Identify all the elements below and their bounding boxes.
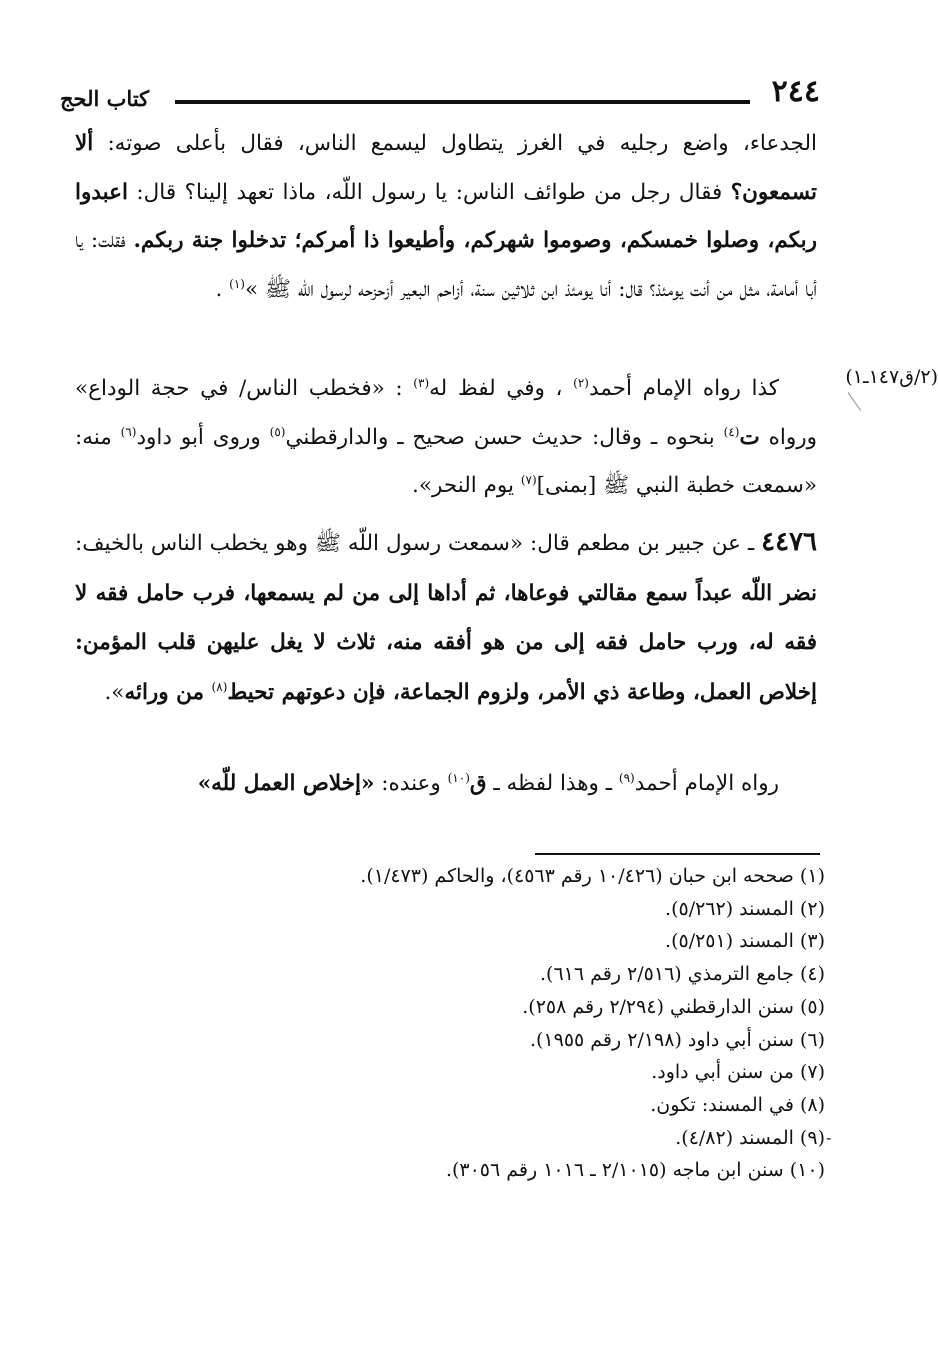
text-run: ، وفي لفظ له (429, 376, 574, 401)
text-run: ». (104, 679, 125, 705)
footnote-item: (٧) من سنن أبي داود. (651, 1061, 825, 1084)
paragraph-hadith-continuation (75, 120, 817, 314)
text-run: ـ عن جبير بن مطعم قال: «سمعت رسول اللّه ﷺ وهو يخطب الناس بالخيف: (75, 531, 762, 556)
hadith-number: ٤٤٧٦ (761, 527, 817, 557)
page-number: ٢٤٤ (771, 74, 820, 109)
text-run: فقال رجل من طوائف الناس: يا رسول اللّه، ماذا تعهد إلينا؟ قال: (127, 179, 731, 205)
header-rule (175, 100, 750, 104)
book-title: كتاب الحج (60, 86, 150, 111)
page-header (60, 70, 820, 110)
text-run: وروى أبو داود (136, 424, 270, 450)
text-run: بنحوه ـ وقال: حديث حسن صحيح ـ والدارقطني (285, 424, 724, 450)
bold-text-run: ت (739, 424, 760, 450)
bold-text-run: من ورائه (124, 679, 212, 705)
footnote-ref: (١) (229, 276, 245, 291)
bold-text-run: اعبدوا ربكم، وصلوا خمسكم، وصوموا شهركم، وأطيعوا ذا أمركم؛ تدخلوا جنة ربكم. (75, 179, 817, 253)
footnote-ref: (٦) (120, 424, 137, 439)
footnote-item: (٤) جامع الترمذي (٢/٥١٦ رقم ٦١٦). (539, 963, 825, 986)
bold-text-run: نضر اللّه عبداً سمع مقالتي فوعاها، ثم أداها إلى من لم يسمعها، فرب حامل فقه لا فقه له، ورب حامل فقه إلى من هو أفقه منه، ثلاث لا يغل عليهن قلب المؤمن: إخلاص العمل، وطاعة ذي الأمر، ولزوم الجماعة، فإن دعوتهم تحيط (75, 580, 817, 705)
footnote-ref: (٤) (723, 424, 740, 439)
paragraph-hadith-4476 (75, 518, 817, 717)
paragraph-takhrij-4476 (75, 760, 817, 809)
paragraph-takhrij (75, 365, 817, 511)
bold-text-run: ألا تسمعون؟ (75, 131, 817, 205)
text-run: ـ وهذا لفظه ـ (486, 771, 619, 796)
footnote-ref: (٩) (618, 770, 635, 785)
footnote-ref: (٢) (573, 375, 589, 390)
text-run: : «فخطب الناس/ في حجة الوداع» ورواه (75, 376, 817, 450)
text-run: . (215, 276, 230, 302)
margin-manuscript-note: (٢/ق١٤٧ـ١) (845, 366, 938, 388)
stray-dash-mark: - (826, 1128, 832, 1147)
margin-pen-mark (848, 392, 861, 411)
footnote-ref: (٧) (520, 472, 537, 487)
text-run: منه: «سمعت خطبة النبي ﷺ [بمنى] (75, 424, 817, 498)
footnote-separator (535, 853, 820, 855)
footnote-item: (٨) في المسند: تكون. (650, 1093, 825, 1116)
footnote-item: (٩) المسند (٤/٨٢). (675, 1126, 825, 1149)
footnote-ref: (١٠) (447, 770, 470, 785)
bold-text-run: ق (469, 771, 487, 796)
footnote-item: (١٠) سنن ابن ماجه (٢/١٠١٥ ـ ١٠١٦ رقم ٣٠٥٦). (445, 1159, 825, 1182)
text-run: الجدعاء، واضع رجليه في الغرز يتطاول ليسمع الناس، فقال بأعلى صوته: (93, 131, 817, 156)
footnote-ref: (٨) (211, 679, 228, 694)
text-run: يوم النحر». (412, 473, 521, 498)
footnote-ref: (٥) (269, 424, 286, 439)
text-run: رواه الإمام أحمد (634, 771, 779, 796)
text-run: فقلت: يا أبا أمامة، مثل من أنت يومئذ؟ قال: أنا يومئذ ابن ثلاثين سنة، أزاحم البعير أزحزحه لرسول اللّه ﷺ » (75, 228, 817, 302)
footnote-ref: (٣) (413, 375, 430, 390)
footnote-item: (٣) المسند (٥/٢٥١). (665, 930, 825, 953)
footnote-item: (٦) سنن أبي داود (٢/١٩٨ رقم ١٩٥٥). (529, 1028, 825, 1051)
text-run: وعنده: (374, 771, 448, 796)
footnote-item: (١) صححه ابن حبان (١٠/٤٢٦ رقم ٤٥٦٣)، والحاكم (١/٤٧٣). (360, 865, 825, 887)
bold-text-run: «إخلاص العمل للّه» (197, 771, 375, 796)
footnotes-list (100, 860, 825, 1187)
footnote-item: (٥) سنن الدارقطني (٢/٢٩٤ رقم ٢٥٨). (522, 995, 825, 1018)
text-run: كذا رواه الإمام أحمد (588, 376, 779, 401)
footnote-item: (٢) المسند (٥/٢٦٢). (665, 897, 825, 920)
